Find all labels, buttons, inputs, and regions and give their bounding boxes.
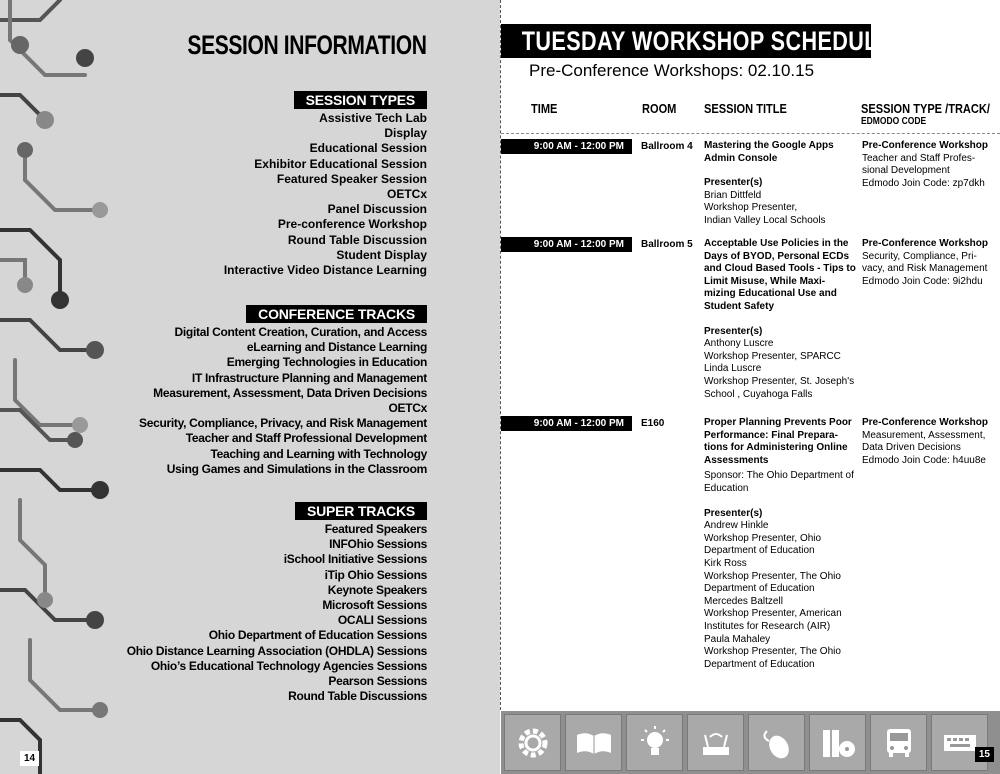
presenter-line: Mercedes Baltzell <box>704 595 783 607</box>
session-types-section <box>224 91 427 278</box>
session-type: Pre-Conference Workshop <box>862 417 988 428</box>
page-title: TUESDAY WORKSHOP SCHEDULE <box>521 26 893 56</box>
session-title-cell <box>704 238 856 401</box>
schedule-title-bar <box>501 24 893 58</box>
room-cell: Ballroom 4 <box>641 141 693 152</box>
page-subtitle: Pre-Conference Workshops: 02.10.15 <box>529 61 815 80</box>
section-heading: SUPER TRACKS <box>295 502 427 520</box>
presenter-line: Anthony Luscre <box>704 338 774 350</box>
column-header-room: ROOM <box>642 101 677 116</box>
presenter-line: Indian Valley Local Schools <box>704 214 826 226</box>
keyboard-icon <box>931 714 988 771</box>
presenter-line: Kirk Ross <box>704 557 747 569</box>
presenter-line: Workshop Presenter, The Ohio Department of Education <box>704 570 841 595</box>
conference-tracks-section <box>139 305 427 477</box>
list-item: INFOhio Sessions <box>329 537 427 552</box>
open-book-icon <box>565 714 622 771</box>
edmodo-code: Edmodo Join Code: h4uu8e <box>862 454 986 466</box>
presenter-line: Workshop Presenter, Ohio Department of Education <box>704 532 822 557</box>
presenter-line: Workshop Presenter, St. Joseph's School , Cuyahoga Falls <box>704 375 855 400</box>
section-heading: CONFERENCE TRACKS <box>246 305 427 323</box>
session-type-cell <box>862 238 994 288</box>
list-item: Featured Speaker Session <box>276 171 427 186</box>
list-item: Microsoft Sessions <box>322 598 427 613</box>
gear-icon <box>504 714 561 771</box>
list-item: Digital Content Creation, Curation, and Access <box>174 325 427 339</box>
list-item: eLearning and Distance Learning <box>246 340 427 355</box>
session-type: Pre-Conference Workshop <box>862 238 988 249</box>
list-item: iSchool Initiative Sessions <box>283 552 427 567</box>
room-cell: Ballroom 5 <box>641 239 693 250</box>
list-item: Educational Session <box>309 141 427 156</box>
list-item: Ohio Department of Education Sessions <box>208 628 427 643</box>
session-track: Security, Compliance, Pri- vacy, and Risk Management <box>862 250 988 275</box>
list-item: Panel Discussion <box>327 202 427 217</box>
wireless-router-icon <box>687 714 744 771</box>
time-badge: 9:00 AM - 12:00 PM <box>501 237 632 252</box>
section-heading: SESSION TYPES <box>294 91 427 109</box>
list-item: Assistive Tech Lab <box>319 111 427 125</box>
list-item: Round Table Discussion <box>287 232 427 247</box>
list-item: Interactive Video Distance Learning <box>223 263 427 278</box>
list-item: Measurement, Assessment, Data Driven Decisions <box>153 385 427 400</box>
column-header-session-type <box>861 101 990 127</box>
presenter-label: Presenter(s) <box>704 507 763 519</box>
edmodo-code: Edmodo Join Code: 9i2hdu <box>862 275 983 287</box>
list-item: Pre-conference Workshop <box>277 217 427 232</box>
time-badge: 9:00 AM - 12:00 PM <box>501 139 632 154</box>
list-item: Round Table Discussions <box>288 689 427 704</box>
session-type-cell <box>862 140 994 190</box>
list-item: Featured Speakers <box>324 522 427 536</box>
presenter-line: Workshop Presenter, The Ohio Department of Education <box>704 646 841 670</box>
list-item: OCALI Sessions <box>337 613 427 628</box>
page-title: SESSION INFORMATION <box>187 30 427 60</box>
session-track: Measurement, Assessment, Data Driven Decisions <box>862 429 986 454</box>
presenter-label: Presenter(s) <box>704 177 763 189</box>
presenter-line: Brian Dittfeld <box>704 189 762 201</box>
books-disc-icon <box>809 714 866 771</box>
column-header-session-title: SESSION TITLE <box>704 101 787 116</box>
header-divider <box>501 133 1000 134</box>
list-item: Security, Compliance, Privacy, and Risk Management <box>139 416 427 431</box>
list-item: Using Games and Simulations in the Classroom <box>166 461 427 476</box>
session-type: Pre-Conference Workshop <box>862 140 988 151</box>
room-cell: E160 <box>641 418 665 429</box>
lightbulb-icon <box>626 714 683 771</box>
list-item: IT Infrastructure Planning and Management <box>191 370 427 385</box>
list-item: Exhibitor Educational Session <box>254 156 427 171</box>
session-track: Teacher and Staff Profes- sional Development <box>862 152 976 177</box>
list-item: OETCx <box>386 187 427 202</box>
session-title: Acceptable Use Policies in the Days of BYOD, Personal ECDs and Cloud Based Tools - Tips to Limit Misuse, While Maxi- mizing Educational Use and Student Safety <box>704 238 856 312</box>
list-item: iTip Ohio Sessions <box>324 567 427 582</box>
list-item: Ohio’s Educational Technology Agencies Sessions <box>150 658 427 673</box>
list-item: Teacher and Staff Professional Development <box>185 431 427 446</box>
right-page <box>501 0 1000 774</box>
list-item: Teaching and Learning with Technology <box>210 446 427 461</box>
presenter-line: Linda Luscre <box>704 363 762 375</box>
presenter-line: Workshop Presenter, <box>704 202 798 214</box>
edmodo-code: Edmodo Join Code: zp7dkh <box>862 177 985 189</box>
page-number: 15 <box>975 747 994 762</box>
column-header-label: SESSION TYPE /TRACK/ <box>861 101 990 116</box>
computer-mouse-icon <box>748 714 805 771</box>
column-header-time: TIME <box>531 101 558 116</box>
sponsor-line: Sponsor: The Ohio Department of Education <box>704 470 854 494</box>
time-badge: 9:00 AM - 12:00 PM <box>501 416 632 431</box>
presenter-label: Presenter(s) <box>704 325 763 337</box>
presenter-line: Paula Mahaley <box>704 633 771 645</box>
list-item: Ohio Distance Learning Association (OHDLA) Sessions <box>126 643 427 658</box>
session-type-cell <box>862 417 994 467</box>
icon-strip <box>501 711 1000 774</box>
presenter-line: Workshop Presenter, American Institutes for Research (AIR) <box>704 608 842 632</box>
list-item: Keynote Speakers <box>327 582 427 597</box>
list-item: Display <box>384 126 427 141</box>
session-title-cell <box>704 140 856 228</box>
session-title: Mastering the Google Apps Admin Console <box>704 140 834 164</box>
list-item: Pearson Sessions <box>328 674 427 689</box>
list-item: Student Display <box>336 247 427 262</box>
presenter-line: Workshop Presenter, SPARCC <box>704 350 841 362</box>
session-title-cell <box>704 417 856 671</box>
page-number: 14 <box>20 751 39 766</box>
list-item: Emerging Technologies in Education <box>226 355 427 370</box>
list-item: OETCx <box>388 401 427 416</box>
super-tracks-section <box>127 502 427 704</box>
session-title: Proper Planning Prevents Poor Performance: Final Prepara- tions for Administering Online Assessments <box>704 417 852 466</box>
column-header-sublabel: EDMODO CODE <box>861 116 927 127</box>
presenter-line: Andrew Hinkle <box>704 520 769 532</box>
school-bus-icon <box>870 714 927 771</box>
